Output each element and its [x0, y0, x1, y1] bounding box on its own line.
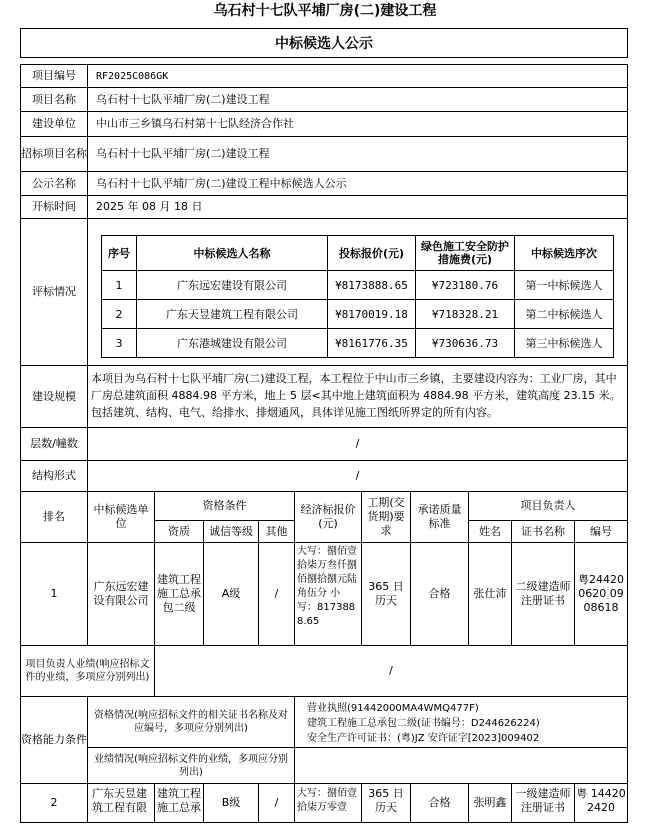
table-row-no: 3: [101, 328, 137, 358]
table-row-fee: ¥730636.73: [415, 328, 515, 358]
eval-header-name: 中标候选人名称: [136, 235, 328, 271]
row1-price: 大写：捌佰壹拾柒万叁仟捌佰捌拾捌元陆角伍分 小写：8173888.65: [294, 542, 362, 646]
table-row-fee: ¥718328.21: [415, 299, 515, 329]
row1-cert: 建筑工程施工总承包二级: [154, 542, 204, 646]
detail-header-quality: 承诺质量标准: [410, 491, 469, 543]
ability-qual-list: [294, 696, 628, 748]
table-row-no: 2: [101, 299, 137, 329]
row1-mgr-name: 张仕沛: [468, 542, 512, 646]
structure-value: /: [87, 460, 628, 492]
bid-project: 乌石村十七队平埔厂房(二)建设工程: [87, 136, 628, 172]
row2-unit: 广东天昱建筑工程有限: [87, 783, 155, 823]
project-name: 乌石村十七队平埔厂房(二)建设工程: [87, 87, 628, 112]
label-ability-perf: 业绩情况(响应招标文件的业绩，多项应分别列出): [87, 747, 295, 784]
table-row-price: ¥8161776.35: [327, 328, 416, 358]
label-ability-qual: 资格情况(响应招标文件的相关证书名称及对应编号，多项应分别列出): [87, 696, 295, 748]
label-project-name: 项目名称: [20, 87, 88, 112]
detail-header-qual: 资格条件: [154, 491, 295, 521]
table-row-rank: 第二中标候选人: [514, 299, 614, 329]
table-row-name: 广东港城建设有限公司: [136, 328, 328, 358]
open-time: 2025 年 08 月 18 日: [87, 195, 628, 219]
detail-header-credit: 诚信等级: [203, 520, 259, 543]
notice-name: 乌石村十七队平埔厂房(二)建设工程中标候选人公示: [87, 171, 628, 196]
builder: 中山市三乡镇乌石村第十七队经济合作社: [87, 111, 628, 137]
project-no: RF2025C086GK: [87, 64, 628, 88]
row1-mgr-cert: 二级建造师注册证书: [511, 542, 575, 646]
row2-cert: 建筑工程施工总承: [154, 783, 204, 823]
table-row-rank: 第三中标候选人: [514, 328, 614, 358]
label-evaluation: 评标情况: [20, 218, 88, 366]
label-manager-performance: 项目负责人业绩(响应招标文件的业绩，多项应分别列出): [20, 645, 155, 697]
table-row-fee: ¥723180.76: [415, 270, 515, 300]
table-row-price: ¥8173888.65: [327, 270, 416, 300]
row1-other: /: [258, 542, 295, 646]
detail-header-mgr-no: 编号: [574, 520, 628, 543]
row2-mgr-no: 粤 144202420: [574, 783, 628, 823]
detail-header-rank: 排名: [20, 491, 88, 543]
row2-quality: 合格: [410, 783, 469, 823]
row2-mgr-name: 张明鑫: [468, 783, 512, 823]
ability-qual-line: 安全生产许可证书：(粤)JZ 安许证字[2023]009402: [307, 733, 540, 744]
table-row-name: 广东天昱建筑工程有限公司: [136, 299, 328, 329]
row2-mgr-cert: 一级建造师注册证书: [511, 783, 575, 823]
ability-qual-line: 营业执照(91442000MA4WMQ477F): [307, 703, 479, 714]
label-scale: 建设规模: [20, 365, 88, 428]
row1-quality: 合格: [410, 542, 469, 646]
label-floors: 层数/幢数: [20, 427, 88, 461]
ability-perf: [294, 747, 628, 784]
detail-header-mgr-cert: 证书名称: [511, 520, 575, 543]
row1-rank: 1: [20, 542, 88, 646]
row1-period: 365 日历天: [361, 542, 411, 646]
eval-header-price: 投标报价(元): [327, 235, 416, 271]
manager-performance: /: [154, 645, 628, 697]
notice-header: 中标候选人公示: [20, 28, 628, 58]
row2-other: /: [258, 783, 295, 823]
detail-header-manager: 项目负责人: [468, 491, 628, 521]
label-builder: 建设单位: [20, 111, 88, 137]
row2-price: 大写：捌佰壹拾柒万零壹: [294, 783, 362, 823]
eval-header-rank: 中标候选序次: [514, 235, 614, 271]
detail-header-cert: 资质: [154, 520, 204, 543]
label-bid-project: 招标项目名称: [20, 136, 88, 172]
table-row-no: 1: [101, 270, 137, 300]
detail-header-period: 工期(交货期)要求: [361, 491, 411, 543]
detail-header-unit: 中标候选单位: [87, 491, 155, 543]
detail-header-mgr-name: 姓名: [468, 520, 512, 543]
row1-credit: A级: [203, 542, 259, 646]
row2-period: 365 日历天: [361, 783, 411, 823]
ability-qual-line: 建筑工程施工总承包二级(证书编号：D244626224): [307, 718, 540, 729]
table-row-price: ¥8170019.18: [327, 299, 416, 329]
floors-value: /: [87, 427, 628, 461]
table-row-rank: 第一中标候选人: [514, 270, 614, 300]
page-title: 乌石村十七队平埔厂房(二)建设工程: [213, 3, 437, 19]
scale-text: 本项目为乌石村十七队平埔厂房(二)建设工程，本工程位于中山市三乡镇，主要建设内容为：工业厂房，其中厂房总建筑面积 4884.98 平方米，地上 5 层<其中地上建筑面积为 4884.98 平方米，建筑高度 23.15 米。包括建筑、结构、电气、给排水、排烟通风，具体详见施工图纸所界定的所有内容。: [87, 365, 628, 428]
row2-rank: 2: [20, 783, 88, 823]
label-project-no: 项目编号: [20, 64, 88, 88]
detail-header-other: 其他: [258, 520, 295, 543]
table-row-name: 广东远宏建设有限公司: [136, 270, 328, 300]
row1-unit: 广东远宏建设有限公司: [87, 542, 155, 646]
label-notice: 公示名称: [20, 171, 88, 196]
label-open-time: 开标时间: [20, 195, 88, 219]
row2-credit: B级: [203, 783, 259, 823]
row1-mgr-no: 粤244200620 0908618: [574, 542, 628, 646]
label-structure: 结构形式: [20, 460, 88, 492]
label-ability: 资格能力条件: [20, 696, 88, 784]
eval-header-fee: 绿色施工安全防护措施费(元): [415, 235, 515, 271]
detail-header-price: 经济标报价(元): [294, 491, 362, 543]
eval-header-no: 序号: [101, 235, 137, 271]
